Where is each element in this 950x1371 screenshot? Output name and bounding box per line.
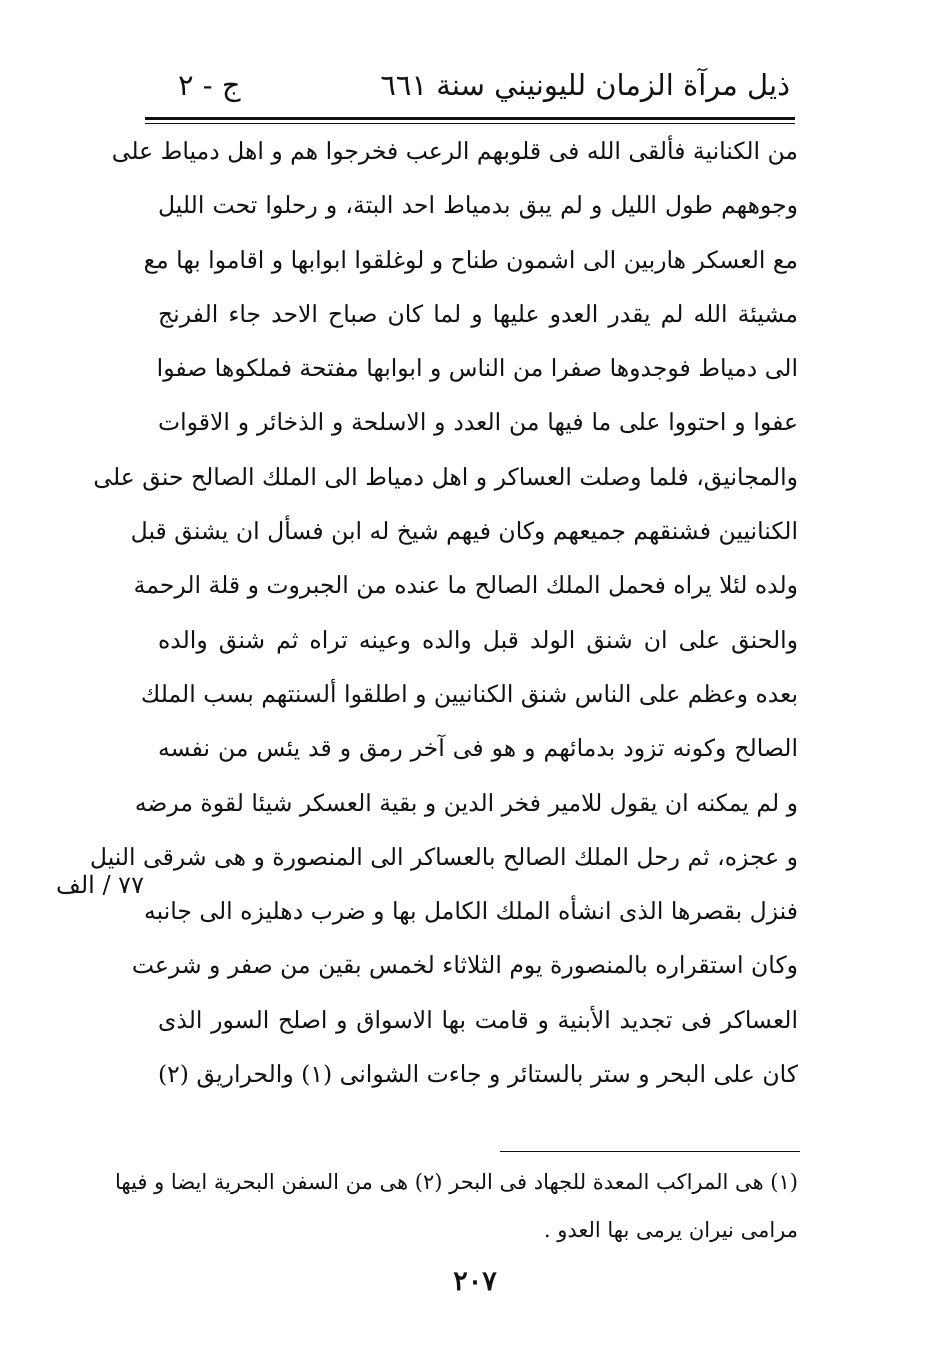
body-line: من الكنانية فألقى الله فى قلوبهم الرعب فخرجوا هم و اهل دمياط على [111, 137, 798, 165]
body-line: الصالح وكونه تزود بدمائهم و هو فى آخر رمق و قد يئس من نفسه [158, 734, 798, 763]
footnote-line: مرامى نيران يرمى بها العدو . [543, 1218, 798, 1242]
body-line: كان على البحر و ستر بالستائر و جاءت الشوانى (١) والحراريق (٢) [158, 1060, 799, 1089]
body-line: مع العسكر هاربين الى اشمون طناح و لوغلقوا ابوابها و اقاموا بها مع [143, 245, 798, 274]
body-line: وكان استقراره بالمنصورة يوم الثلاثاء لخمس بقين من صفر و شرعت [131, 951, 798, 980]
body-line: و لم يمكنه ان يقول للامير فخر الدين و بقية العسكر شيئا لقوة مرضه [134, 788, 798, 817]
body-line: عفوا و احتووا على ما فيها من العدد و الاسلحة و الذخائر و الاقوات [158, 408, 798, 437]
body-line: فنزل بقصرها الذى انشأه الملك الكامل بها و ضرب دهليزه الى جانبه [144, 897, 798, 926]
header-rule-thick [145, 117, 795, 120]
body-line: والمجانيق، فلما وصلت العساكر و اهل دمياط الى الملك الصالح حنق على [93, 462, 798, 491]
page-number: ٢٠٧ [453, 1266, 497, 1297]
body-line: الى دمياط فوجدوها صفرا من الناس و ابوابها مفتحة فملكوها صفوا [156, 354, 798, 383]
folio-margin-note: ٧٧ / الف [56, 871, 144, 899]
header-volume: ج - ٢ [178, 68, 241, 102]
footnote-rule [500, 1151, 800, 1152]
body-line: بعده وعظم على الناس شنق الكنانيين و اطلقوا ألسنتهم بسب الملك [140, 679, 798, 708]
body-line: و عجزه، ثم رحل الملك الصالح بالعساكر الى المنصورة و هى شرقى النيل [89, 842, 798, 871]
footnote-line: (١) هى المراكب المعدة للجهاد فى البحر (٢) هى من السفن البحرية ايضا و فيها [114, 1170, 798, 1194]
body-line: الكنانيين فشنقهم جميعهم وكان فيهم شيخ له ابن فسأل ان يشنق قبل [130, 517, 798, 546]
header-title: ذيل مرآة الزمان لليونيني سنة ٦٦١ [380, 68, 790, 102]
footnotes [114, 1158, 798, 1254]
body-line: ولده لئلا يراه فحمل الملك الصالح ما عنده من الجبروت و قلة الرحمة [133, 571, 798, 600]
body-line: وجوههم طول الليل و لم يبق بدمياط احد البتة، و رحلوا تحت الليل [158, 191, 798, 220]
body-line: والحنق على ان شنق الولد قبل والده وعينه تراه ثم شنق والده [158, 625, 798, 654]
running-header [150, 62, 790, 112]
body-line: مشيئة الله لم يقدر العدو عليها و لما كان صباح الاحد جاء الفرنج [158, 299, 798, 328]
body-line: العساكر فى تجديد الأبنية و قامت بها الاسواق و اصلح السور الذى [158, 1005, 798, 1034]
